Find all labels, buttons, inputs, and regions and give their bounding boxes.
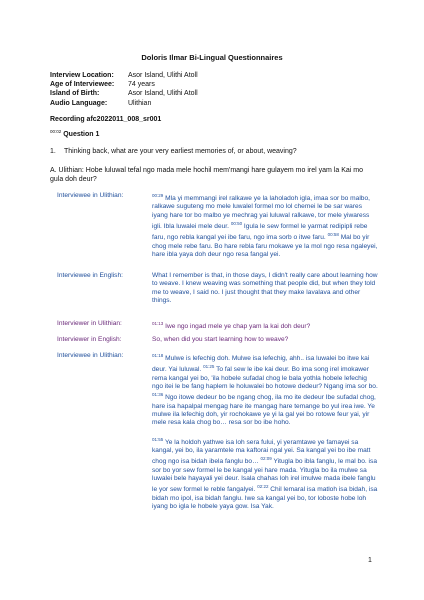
speaker-label: Interviewee in English: [57, 272, 123, 279]
transcript-segment: Iwe ngo ingad mele ye chap yam la kai doh deur? [165, 323, 311, 330]
question-number: 1. [50, 148, 56, 155]
meta-value: 74 years [128, 81, 155, 89]
meta-label: Age of Interviewee: [50, 81, 115, 89]
speaker-label: Interviewer in Ulithian: [57, 320, 122, 327]
transcript-segment: Ye la holdoh yathwe isa loh sera fului, yi yeramtawe ye famayei sa kangal, yei bo, ila yaramtele ma kaftorai ngal yei. Sa kangal yei bo ibe matt chog ngo isa bidah ibela fanglu bo… [152, 438, 371, 466]
meta-value: Asor Island, Ulithi Atoll [128, 90, 198, 98]
speaker-label: Interviewer in English: [57, 336, 122, 343]
transcript-text: What I remember is that, in those days, I didn't really care about learning how to weave. I knew weaving was something that people did, but when they told me to weave, I said no. I just thought that they make lavalava and other things. [152, 272, 378, 305]
transcript-segment: Mulwe is lefechig doh. Mulwe isa lefechig, ahh.. isa luwalei bo itwe kai deur. Yai luluwal. [152, 355, 370, 374]
document-title: Doloris Ilmar Bi-Lingual Questionnaires [141, 53, 283, 62]
transcript-segment: Chil lemaral isa matloh isa bidah, isa bidah mo ipol, isa bidah fanglu. Iwe sa kangal yei bo, tor loboste hobe loh iyang bo igla le hobele yaya gow. Isa Yak. [152, 486, 378, 511]
transcript-text: So, when did you start learning how to weave? [152, 336, 289, 343]
timestamp: 00:50 [230, 221, 243, 227]
timestamp: 01:36 [152, 392, 164, 398]
speaker-label: Interviewee in Ulithian: [57, 352, 124, 359]
timestamp: 00:02 [50, 129, 62, 134]
timestamp: 01:55 [152, 436, 164, 442]
recording-id: Recording afc2022011_008_sr001 [50, 116, 162, 123]
transcript-segment: Ngo itowe dedeur bo be ngang chog, ila mo ite dedeur Ibe sufadal chog, hare isa hapalpal mengag hare ite mangag hare temange bo yul irea iwe. Ye mulwe ila lefechig doh, yir rochokawe ye yi la gal yei bo rotowe feur yai, yir mele resa kala chog bo… resa sor bo ibe hoho. [152, 394, 376, 427]
question-heading [50, 129, 99, 138]
timestamp: 01:18 [152, 353, 164, 358]
meta-row [50, 89, 198, 98]
transcript-segment: Mal bo yir chog mele rebe faru. Bo hare rebla faru mokawe ye la mol ngo resa ngaleyei, hare ibla yaya doh deur ngo resa fangal yei. [152, 234, 378, 259]
transcript-row [57, 320, 379, 331]
meta-label: Island of Birth: [50, 90, 100, 98]
meta-value: Ulithian [128, 99, 152, 107]
transcript-segment: Igula le sew formel le yarmat redipipli rebe faru, ngo rebla kangal yei ibe faru, ngo ima sorb o itwe faru. [152, 223, 368, 242]
meta-label: Audio Language: [50, 99, 108, 107]
interview-metadata [50, 71, 198, 108]
meta-row [50, 71, 198, 80]
timestamp: 01:13 [152, 321, 164, 326]
speaker-label: Interviewee in Ulithian: [57, 192, 124, 199]
meta-row [50, 99, 198, 108]
transcript-row [57, 272, 379, 305]
question-body: Thinking back, what are your very earliest memories of, or about, weaving? [64, 148, 297, 155]
transcript-row [57, 192, 379, 259]
page-number: 1 [368, 557, 372, 564]
transcript-segment: Yitugla bo ibla fanglu, le mal bo. isa sor bo yor sew formel le be kangal yei hare mada. Yitugla bo ila mulwe sa luwalei bele hayayali yei deur. Isala chahas loh irel imulwe mada ibele fanglu le yor sew formel le reble fangalyei. [152, 458, 377, 494]
paragraph-spacer [152, 428, 379, 436]
question-label: Question 1 [63, 131, 100, 138]
transcript-segment: Mla yi memmangi irel ralkawe ye la laholadoh igla, imaa sor bo malbo, ralkawe suguteng mo mele luwalel formel mo lol chemei le be sar wares iyang hare tor bo malbo ye mechrag yai luluwal ralkawe, tor mele yiwaress igli. Ibla luwalei mele deur. [152, 195, 370, 231]
transcript-paragraph [152, 436, 379, 512]
transcript-row [57, 352, 379, 512]
ulithian-question: A. Ulithian: Hobe luluwal tefal ngo mada mele hochil mem'mangi hare gulayem mo irel yam la Kai mo gula doh deur? [50, 167, 363, 183]
timestamp: 02:09 [260, 456, 272, 462]
meta-label: Interview Location: [50, 72, 114, 79]
meta-row [50, 80, 198, 89]
timestamp: 00:29 [152, 193, 164, 198]
timestamp: 02:22 [257, 484, 269, 490]
transcript-text [152, 320, 379, 331]
question-text [50, 148, 380, 157]
meta-value: Asor Island, Ulithi Atoll [128, 72, 198, 79]
transcript-segment: To fal sew le ibe kai deur. Bo ima song irel imokawer rema kangal yei bo, 'ila hobele sufadal chog le bala yothla hobele lefechig ngo itei le be fang haplem le holuwalei bo hotowe dedeur? Ngang ima sor bo. [152, 366, 378, 391]
timestamp: 00:58 [327, 232, 339, 238]
transcript-text [152, 192, 379, 259]
transcript-text [152, 352, 379, 512]
transcript-paragraph [152, 352, 379, 428]
transcript-row [57, 336, 379, 344]
timestamp: 01:25 [203, 364, 215, 370]
